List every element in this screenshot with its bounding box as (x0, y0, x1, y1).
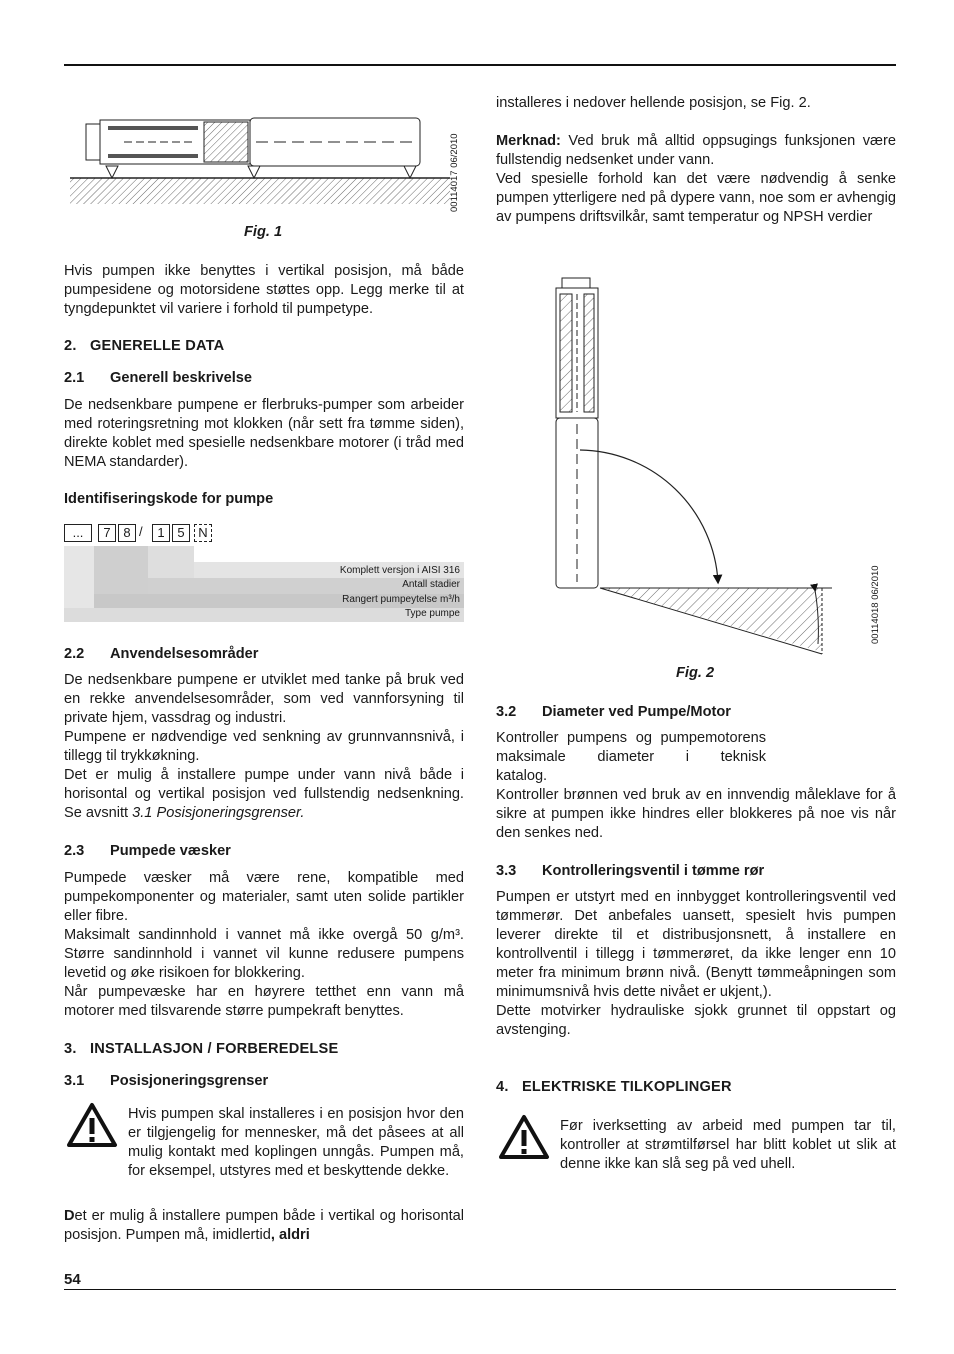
heading-diameter: 3.2 Diameter ved Pumpe/Motor (496, 704, 731, 720)
ident-code-title: Identifiseringskode for pumpe (64, 491, 274, 507)
diameter-p1b: katalog. (496, 768, 548, 784)
heading-elektriske: 4. ELEKTRISKE TILKOPLINGER (496, 1079, 732, 1095)
code-box-version: N (194, 524, 212, 542)
warning-icon-electric (498, 1114, 550, 1160)
warning-text-electric: Før iverksetting av arbeid med pumpen tar til, kontroller at strømtilførsel har blitt koblet ut slik at denne ikke kan slå seg på ved uhell. (560, 1118, 896, 1172)
heading-generell-beskrivelse: 2.1 Generell beskrivelse (64, 370, 252, 386)
bottom-rule (64, 1289, 896, 1290)
code-box-type: ... (64, 524, 92, 542)
heading-kontrolleringsventil: 3.3 Kontrolleringsventil i tømme rør (496, 863, 765, 879)
generell-beskrivelse-text: De nedsenkbare pumpene er flerbruks-pumper som arbeider med roteringsretning mot klokken (når sett fra tømme siden), direkte koblet med spesielle nedsenkbare motorer (i tråd med NEMA standarder). (64, 397, 464, 470)
code-box-stages-1: 1 (152, 524, 170, 542)
anvendelse-p2: Pumpene er nødvendige ved senkning av grunnvannsnivå, i tillegg til trykkøkning. (64, 729, 464, 764)
warning-text-positioning: Hvis pumpen skal installeres i en posisjon hvor den er tilgjengelig for mennesker, må det påsees at all mulig kontakt med koplingen unngås. Pumpen må, for eksempel, utstyres med et beskyttende dekke. (128, 1106, 464, 1179)
fig2-caption: Fig. 2 (676, 665, 715, 681)
ident-code-diagram (64, 522, 464, 622)
anvendelse-p3: Det er mulig å installere pumpe under vann nivå både i horisontal og vertikal posisjon ved fullstendig nedsenkning. Se avsnitt 3.1 Posisjoneringsgrenser. (64, 767, 464, 821)
fig1-caption: Fig. 1 (244, 224, 283, 240)
diameter-p1a: Kontroller pumpens og pumpemotorens maksimale diameter i teknisk (496, 730, 766, 765)
top-rule (64, 64, 896, 66)
heading-posisjoneringsgrenser: 3.1 Posisjoneringsgrenser (64, 1073, 269, 1089)
heading-pumpede-vasker: 2.3 Pumpede væsker (64, 843, 231, 859)
vasker-p3: Når pumpevæske har en høyrere tetthet enn vann må motorer med tilsvarende større pumpekraft benyttes. (64, 984, 464, 1019)
warning-icon (66, 1102, 118, 1148)
code-box-digit-2: 8 (118, 524, 136, 542)
code-label-type: Type pumpe (404, 608, 460, 619)
ventil-p2: Dette motvirker hydrauliske sjokk grunnet til oppstart og avstenging. (496, 1003, 896, 1038)
section-reference: 3.1 Posisjoneringsgrenser. (132, 805, 305, 821)
code-label-capacity: Rangert pumpeytelse m³/h (342, 594, 460, 605)
code-box-digit-1: 7 (98, 524, 116, 542)
note-paragraph-2: Ved spesielle forhold kan det være nødvendig å senke pumpen ytterligere ned på dypere vann, noe som er avhengig av pumpens driftsvilkår, samt temperatur og NPSH verdier (496, 171, 896, 225)
fig2-code: 00114018 06/2010 (870, 565, 881, 644)
page-number: 54 (64, 1271, 81, 1288)
intro-paragraph: Hvis pumpen ikke benyttes i vertikal posisjon, må både pumpesidene og motorsidene støttes opp. Legg merke til at tyngdepunktet vil variere i forhold til pumpetype. (64, 263, 464, 317)
note-paragraph: Merknad: Ved bruk må alltid oppsugings funksjonen være fullstendig nedsenket under vann. (496, 133, 896, 168)
right-continuation: installeres i nedover hellende posisjon, se Fig. 2. (496, 95, 811, 111)
heading-anvendelsesomrader: 2.2 Anvendelsesområder (64, 646, 259, 662)
code-slash: / (139, 524, 143, 539)
heading-installasjon: 3. INSTALLASJON / FORBEREDELSE (64, 1041, 339, 1057)
anvendelse-p1: De nedsenkbare pumpene er utviklet med tanke på bruk ved en rekke anvendelsesområder, som ved vannforsyning til private hjem, vassdrag og industri. (64, 672, 464, 726)
fig1-pump-horizontal-drawing (64, 110, 464, 214)
fig1-code: 00114017 06/2010 (449, 133, 460, 212)
diameter-p2: Kontroller brønnen ved bruk av en innvendig måleklave for å sikre at pumpen ikke hindres eller blokkeres på noe vis når den senkes ned. (496, 787, 896, 841)
vasker-p2: Maksimalt sandinnhold i vannet må ikke overgå 50 g/m³. Større sandinnhold i vannet vil kunne redusere pumpens levetid og øke risikoen for blokkering. (64, 927, 464, 981)
posisjon-paragraph: Det er mulig å installere pumpen både i vertikal og horisontal posisjon. Pumpen må, imidlertid, aldri (64, 1208, 464, 1243)
code-box-stages-2: 5 (172, 524, 190, 542)
code-label-stages: Antall stadier (402, 579, 460, 590)
vasker-p1: Pumpede væsker må være rene, kompatible med pumpekomponenter og materialer, samt uten solide partikler eller fibre. (64, 870, 464, 924)
heading-generelle-data: 2. GENERELLE DATA (64, 338, 225, 354)
fig2-pump-vertical-drawing (540, 272, 840, 662)
code-label-aisi: Komplett versjon i AISI 316 (339, 565, 460, 576)
left-intro (64, 262, 464, 319)
ventil-p1: Pumpen er utstyrt med en innbygget kontrolleringsventil ved tømmerør. Det anbefales uansett, spesielt hvis pumpen leverer direkte til et distribusjonsnett, å installere en kontrollventil i tillegg i tømmerøret, da ikke lenger enn 10 meter fra minimum brønn nivå. (Benytt tømmeåpningen som minimumsnivå hvis dette nivået er ukjent,). (496, 889, 896, 1000)
